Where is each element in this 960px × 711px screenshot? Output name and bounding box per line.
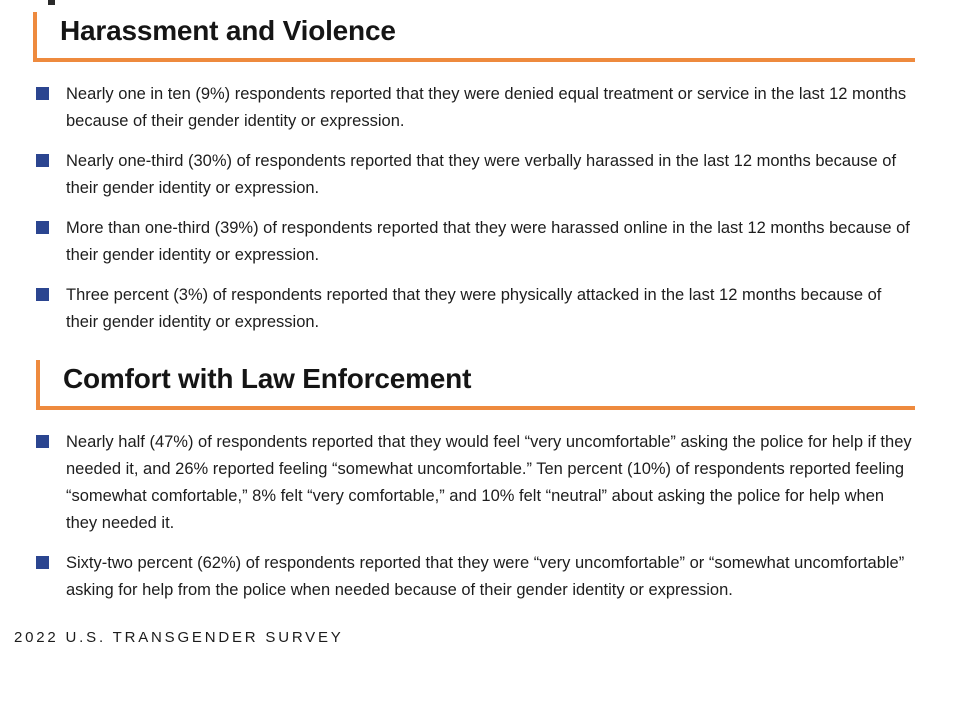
bullet-list-harassment <box>36 81 916 336</box>
bullet-text: Three percent (3%) of respondents reported that they were physically attacked in the last 12 months because of their gender identity or expression. <box>66 286 882 332</box>
list-item <box>36 282 916 336</box>
section-header-harassment <box>33 12 915 62</box>
bullet-text: Nearly one-third (30%) of respondents reported that they were verbally harassed in the last 12 months because of their gender identity or expression. <box>66 152 897 198</box>
section-header-law-enforcement <box>36 360 915 410</box>
bullet-square-icon <box>36 221 49 234</box>
section-title-harassment: Harassment and Violence <box>60 15 396 46</box>
bullet-list-law-enforcement <box>36 429 916 604</box>
bullet-square-icon <box>36 435 49 448</box>
list-item <box>36 148 916 202</box>
bullet-square-icon <box>36 154 49 167</box>
bullet-text: More than one-third (39%) of respondents reported that they were harassed online in the last 12 months because of their gender identity or expression. <box>66 219 910 265</box>
bullet-square-icon <box>36 556 49 569</box>
top-edge-artifact <box>48 0 55 5</box>
bullet-text: Sixty-two percent (62%) of respondents reported that they were “very uncomfortable” or “somewhat uncomfortable” asking for help from the police when needed because of their gender identity or expression. <box>66 554 905 600</box>
bullet-text: Nearly one in ten (9%) respondents reported that they were denied equal treatment or service in the last 12 months because of their gender identity or expression. <box>66 85 907 131</box>
list-item <box>36 429 916 537</box>
report-footer-title: 2022 U.S. TRANSGENDER SURVEY <box>14 629 344 647</box>
bullet-text: Nearly half (47%) of respondents reported that they would feel “very uncomfortable” asking the police for help if they needed it, and 26% reported feeling “somewhat uncomfortable.” Ten percent (10%) of respondents reported feeling “somewhat comfortable,” 8% felt “very comfortable,” and 10% felt “neutral” about asking the police for help when they needed it. <box>66 433 912 533</box>
list-item <box>36 550 916 604</box>
bullet-square-icon <box>36 288 49 301</box>
list-item <box>36 81 916 135</box>
list-item <box>36 215 916 269</box>
bullet-square-icon <box>36 87 49 100</box>
section-title-law-enforcement: Comfort with Law Enforcement <box>63 363 472 395</box>
